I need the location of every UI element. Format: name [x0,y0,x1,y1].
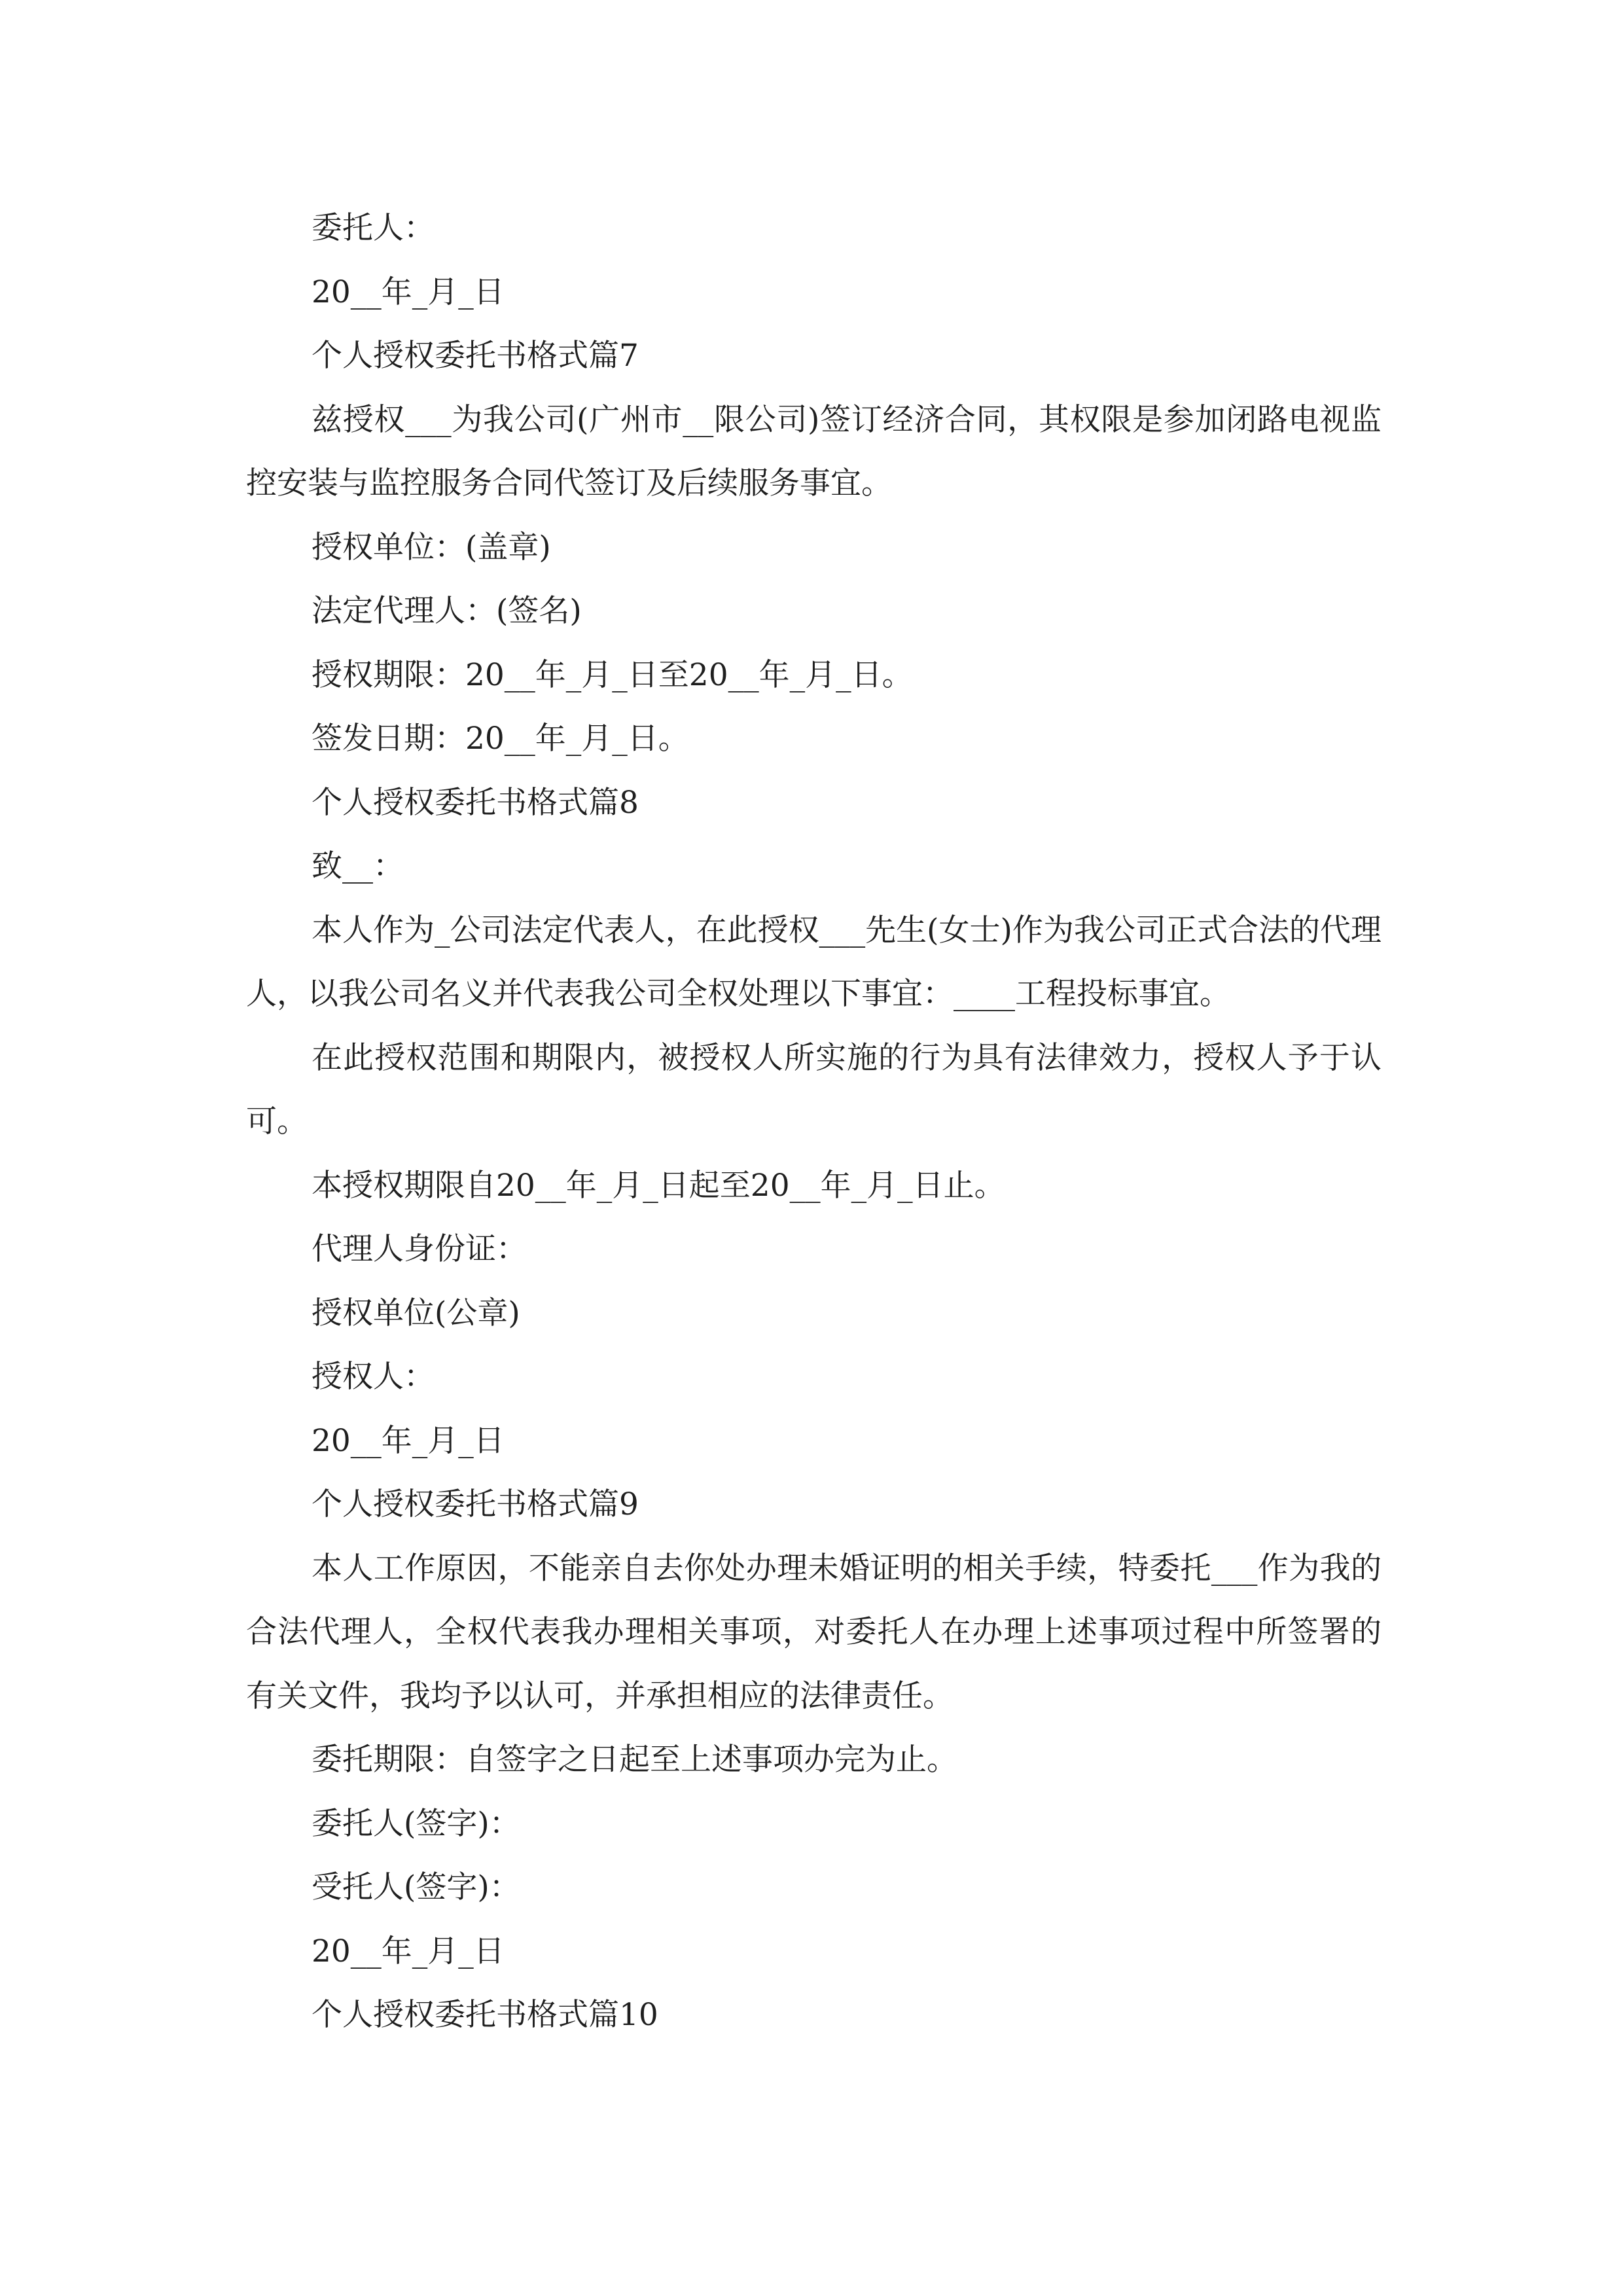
paragraph-authorization-7: 兹授权___为我公司(广州市__限公司)签订经济合同，其权限是参加闭路电视监控安装与监控服务合同代签订及后续服务事宜。 [246,401,1382,501]
paragraph-authorization-period: 授权期限：20__年_月_日至20__年_月_日。 [312,656,913,693]
section-heading-8: 个人授权委托书格式篇8 [312,784,639,821]
paragraph-authorization-8: 本人作为_公司法定代表人，在此授权___先生(女士)作为我公司正式合法的代理人，以我公司名义并代表我公司全权处理以下事宜：____工程投标事宜。 [246,912,1382,1012]
paragraph-delegation-period: 委托期限：自签字之日起至上述事项办完为止。 [312,1742,957,1778]
document-body [246,196,1382,2047]
paragraph-delegator-signature: 委托人(签字)： [312,1805,520,1842]
paragraph-issue-date: 签发日期：20__年_月_日。 [312,721,689,757]
paragraph-term: 本授权期限自20__年_月_日起至20__年_月_日止。 [312,1167,1005,1204]
section-heading-10: 个人授权委托书格式篇10 [312,1997,658,2033]
paragraph-date-line: 20__年_月_日 [312,1933,505,1969]
paragraph-authorization-9: 本人工作原因，不能亲自去你处办理未婚证明的相关手续，特委托___作为我的合法代理人，全权代表我办理相关事项，对委托人在办理上述事项过程中所签署的有关文件，我均予以认可，并承担相应的法律责任。 [246,1550,1382,1714]
section-heading-9: 个人授权委托书格式篇9 [312,1486,639,1522]
paragraph-authorizing-unit: 授权单位：(盖章) [312,529,551,565]
paragraph-date-line: 20__年_月_日 [312,1422,505,1459]
paragraph-legal-representative: 法定代理人：(签名) [312,593,582,629]
paragraph-date-line: 20__年_月_日 [312,274,505,310]
paragraph-authorizer: 授权人： [312,1359,435,1395]
paragraph-delegator-label: 委托人： [312,210,435,246]
paragraph-addressee: 致__： [312,848,404,884]
paragraph-agent-id: 代理人身份证： [312,1231,527,1267]
paragraph-legal-effect: 在此授权范围和期限内，被授权人所实施的行为具有法律效力，授权人予于认可。 [246,1039,1382,1139]
section-heading-7: 个人授权委托书格式篇7 [312,338,639,374]
paragraph-delegate-signature: 受托人(签字)： [312,1869,520,1905]
paragraph-unit-seal: 授权单位(公章) [312,1295,520,1331]
